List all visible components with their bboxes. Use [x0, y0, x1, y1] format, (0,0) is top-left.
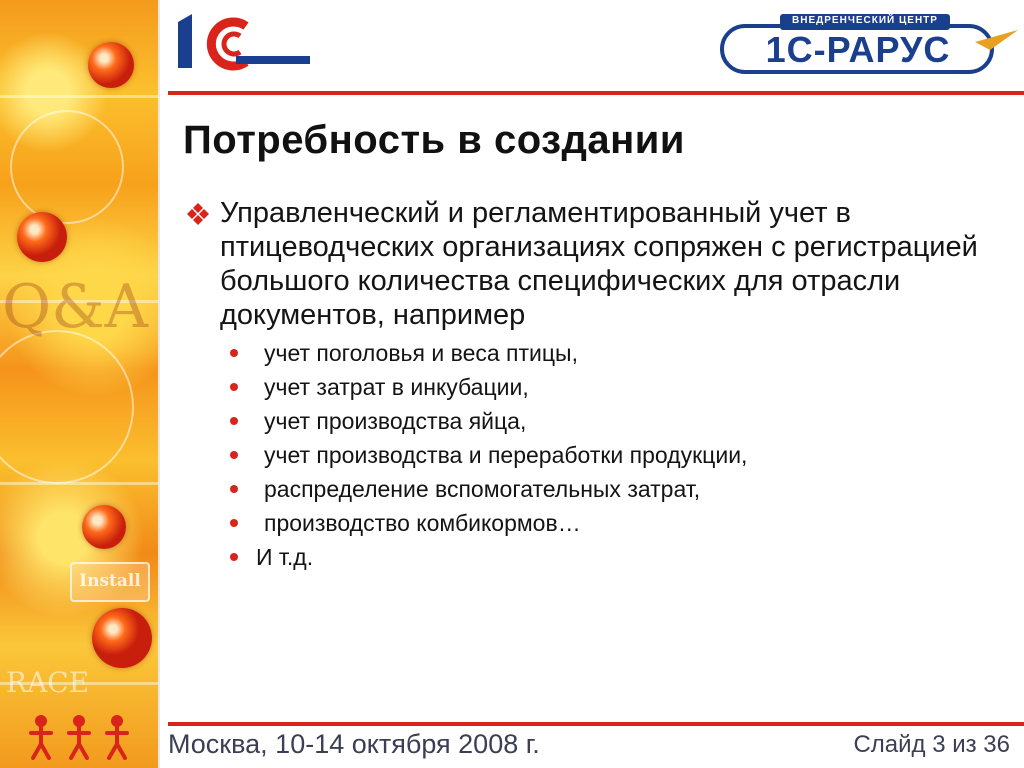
install-text: Install — [79, 571, 141, 591]
1c-logo — [176, 12, 316, 72]
list-item-text: учет затрат в инкубации, — [264, 374, 529, 400]
person-figure-icon — [104, 714, 130, 760]
diamond-bullet-icon — [186, 202, 210, 226]
bullet-dot-icon — [230, 451, 238, 459]
list-item — [230, 544, 1006, 578]
footer-divider — [168, 722, 1024, 726]
red-sphere — [92, 608, 152, 668]
strip-stripe — [0, 95, 160, 98]
bullet-dot-icon — [230, 519, 238, 527]
list-item-text: И т.д. — [256, 544, 314, 570]
sub-bullet-list — [186, 340, 1006, 578]
slide-counter: Слайд 3 из 36 — [853, 731, 1010, 758]
lead-text: Управленческий и регламентированный учет в птицеводческих организациях сопряжен с регистрацией большого количества специфических для отрасли документов, например — [220, 197, 978, 331]
1c-rarus-logo — [720, 12, 1020, 76]
bullet-dot-icon — [230, 383, 238, 391]
bullet-dot-icon — [230, 349, 238, 357]
strip-border — [158, 0, 160, 768]
header-divider — [168, 91, 1024, 95]
strip-ring — [0, 330, 134, 484]
person-figure-icon — [28, 714, 54, 760]
race-text: RACE — [6, 666, 90, 699]
strip-ring — [10, 110, 124, 224]
decorative-side-strip — [0, 0, 160, 768]
bullet-dot-icon — [230, 485, 238, 493]
install-box — [70, 562, 150, 602]
list-item — [230, 340, 1006, 374]
strip-stripe — [0, 482, 160, 485]
slide-content — [186, 196, 1006, 578]
list-item — [230, 374, 1006, 408]
list-item-text: учет производства яйца, — [264, 408, 527, 434]
list-item — [230, 442, 1006, 476]
slide-title: Потребность в создании — [183, 118, 685, 162]
rarus-banner-text: ВНЕДРЕНЧЕСКИЙ ЦЕНТР — [792, 15, 938, 26]
list-item-text: учет производства и переработки продукции, — [264, 442, 748, 468]
red-sphere — [82, 505, 126, 549]
bullet-dot-icon — [230, 553, 238, 561]
list-item-text: распределение вспомогательных затрат, — [264, 476, 701, 502]
rarus-logo-text: 1С-РАРУС — [765, 29, 951, 70]
red-sphere — [17, 212, 67, 262]
person-figure-icon — [66, 714, 92, 760]
list-item — [230, 476, 1006, 510]
list-item — [230, 510, 1006, 544]
list-item — [230, 408, 1006, 442]
footer-location-date: Москва, 10-14 октября 2008 г. — [168, 729, 540, 759]
bullet-dot-icon — [230, 417, 238, 425]
q-and-a-text: Q&A — [2, 272, 148, 342]
red-sphere — [88, 42, 134, 88]
list-item-text: учет поголовья и веса птицы, — [264, 340, 578, 366]
lead-bullet — [186, 196, 1006, 332]
list-item-text: производство комбикормов… — [264, 510, 581, 536]
